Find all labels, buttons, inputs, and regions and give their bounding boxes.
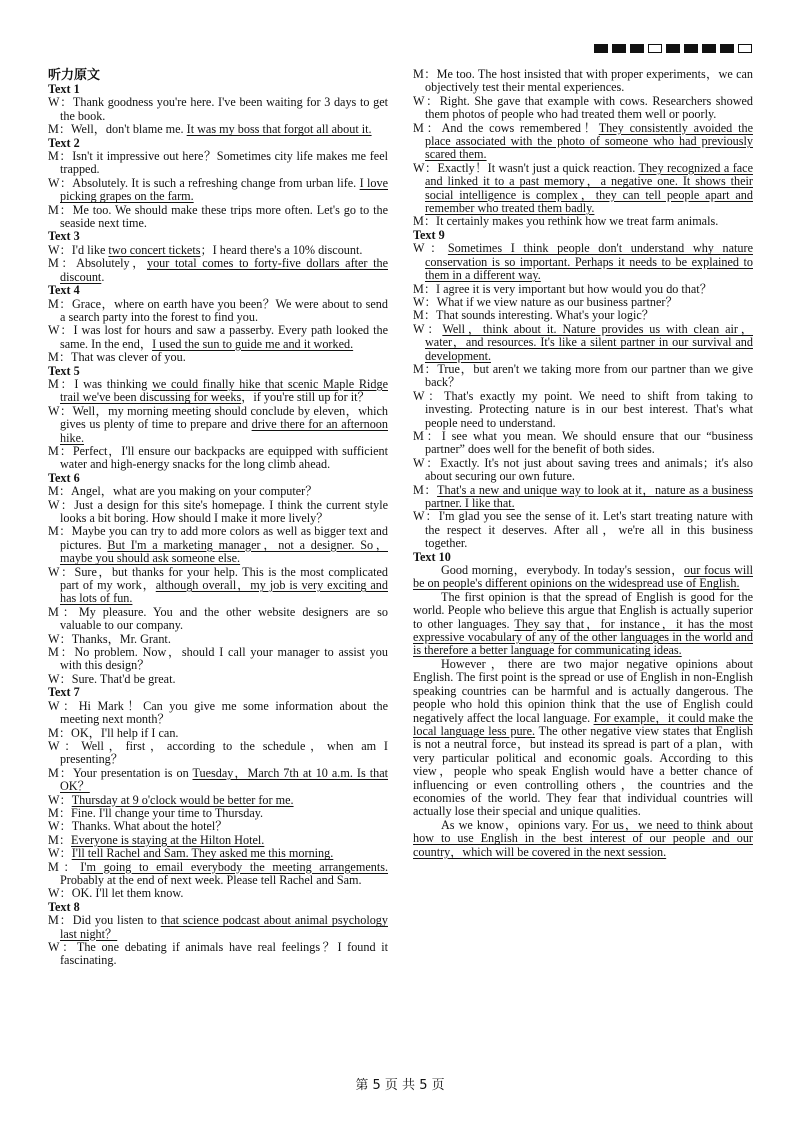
text-run: M：No problem. Now，should I call your manager to assist you with this design？ [48,645,388,673]
text-run: W：Exactly！It wasn't just a quick reaction. [413,160,639,175]
dialogue-line [48,606,388,633]
text-run: W：What if we view nature as our business partner？ [413,294,678,309]
dialogue-line [48,324,388,351]
underlined-answer-text: that science podcast about animal psychology last night？ [60,913,388,941]
text-run: M：True，but aren't we taking more from our partner than we give back？ [413,361,753,390]
text-run: M：Grace，where on earth have you been？We were about to send a search party into the forest to find you. [48,296,388,324]
text-run: M：Angel，what are you making on your computer？ [48,484,318,499]
filled-square-mark [666,44,680,53]
underlined-answer-text: It was my boss that forgot all about it. [186,122,372,137]
dialogue-line [48,834,388,847]
filled-square-mark [630,44,644,53]
text-run: M：Absolutely， [48,256,147,271]
dialogue-line [413,363,753,390]
text-run: M：Isn't it impressive out here？Sometimes city life makes me feel trapped. [48,149,388,177]
dialogue-line [413,510,753,550]
dialogue-line [413,122,753,162]
hollow-square-mark [738,44,752,53]
text-run: M：And the cows remembered！ [413,120,599,135]
underlined-answer-text: we could finally hike that scenic Maple Ridge trail we've been discussing for weeks [60,376,388,405]
underlined-answer-text: I'll tell Rachel and Sam. They asked me this morning. [71,846,334,861]
underlined-answer-text: Sometimes I think people don't understand why nature conservation is so important. Perhaps it needs to be explained to them in a different way. [425,241,753,283]
monologue-paragraph [413,819,753,859]
text-heading: Text 2 [48,135,80,150]
text-run: W： [413,241,448,256]
hollow-square-mark [648,44,662,53]
text-run: M：It certainly makes you rethink how we treat farm animals. [413,214,719,229]
dialogue-line [413,68,753,95]
text-run: M：I see what you mean. We should ensure that our “business partner” does well for the benefit of both sides. [413,428,753,457]
text-run: M：That sounds interesting. What's your logic？ [413,308,654,323]
dialogue-line [48,351,388,364]
underlined-answer-text: I used the sun to guide me and it worked. [152,336,354,351]
underlined-answer-text: For example，it could make the local language less pure. [413,710,754,738]
text-heading: Text 5 [48,363,80,378]
text-run: W：I was lost for hours and saw a passerby. Every path looked the same. In the end， [48,323,388,351]
text-heading: Text 6 [48,470,80,485]
text-run: W：Well，first，according to the schedule，when am I presenting？ [48,738,388,767]
dialogue-line [413,430,753,457]
dialogue-line [48,767,388,794]
text-run: W：That's exactly my point. We need to shift from taking to investing. Protecting nature is in our best interest. That's what people need to understand. [413,388,753,430]
dialogue-line [48,378,388,405]
underlined-answer-text: although overall，my job is very exciting and has lots of fun. [60,578,388,606]
text-run: M：That was clever of you. [48,350,186,365]
dialogue-line [48,727,388,740]
dialogue-line [48,887,388,900]
text-run: M：Your presentation is on [48,765,193,780]
dialogue-line [413,162,753,216]
text-run: W： [413,321,443,336]
underlined-answer-text: Thursday at 9 o'clock would be better for me. [71,792,294,807]
text-heading: Text 8 [48,899,80,914]
text-run: W：Sure. That'd be great. [48,671,176,686]
monologue-paragraph [413,658,753,819]
underlined-answer-text: For us，we need to think about how to use English in the best interest of our people and our country，which will be covered in the next session. [413,817,753,859]
text-run: W：Hi Mark！Can you give me some information about the meeting next month？ [48,698,388,727]
underlined-answer-text: Everyone is staying at the Hilton Hotel. [71,832,265,847]
dialogue-line [48,525,388,565]
text-run: Probably at the end of next week. Please tell Rachel and Sam. [60,872,362,887]
text-run: W：OK. I'll let them know. [48,886,184,901]
text-run: W：Exactly. It's not just about saving trees and animals；it's also about securing our own future. [413,455,753,484]
dialogue-line [48,257,388,284]
text-run: W：Just a design for this site's homepage. I think the current style looks a bit boring. How should I make it more lively？ [48,497,388,525]
underlined-answer-text: drive there for an afternoon hike. [60,417,388,445]
text-run: As we know，opinions vary. [441,817,593,832]
text-run: M： [48,832,72,847]
dialogue-line [48,298,388,325]
underlined-answer-text: They say that，for instance，it has the most expressive vocabulary of any of the other languages in the world and is therefore a better language for communicating ideas. [413,616,753,658]
text-run: W：Thank goodness you're here. I've been waiting for 3 days to get the book. [48,95,388,123]
right-column [413,68,753,859]
page-footer: 第 5 页 共 5 页 [355,1078,445,1093]
header-marks [594,44,752,53]
dialogue-line [48,861,388,888]
dialogue-line [48,566,388,606]
text-heading: Text 1 [48,82,80,96]
text-run: W：Absolutely. It is such a refreshing change from urban life. [48,175,360,190]
text-run: M：Fine. I'll change your time to Thursday. [48,805,264,820]
text-run: . [101,269,105,284]
dialogue-line [48,499,388,526]
dialogue-line [48,914,388,941]
filled-square-mark [684,44,698,53]
dialogue-line [48,633,388,646]
text-run: ，if you're still up for it？ [241,390,370,405]
text-run: M：Maybe you can try to add more colors as well as bigger text and pictures. [48,524,388,552]
dialogue-line [48,485,388,498]
dialogue-line [48,700,388,727]
filled-square-mark [612,44,626,53]
filled-square-mark [594,44,608,53]
dialogue-line [48,405,388,445]
underlined-answer-text: two concert tickets [108,242,201,257]
underlined-answer-text: our focus will be on people's different opinions on the widespread use of English. [413,563,753,591]
underlined-answer-text: They consistently avoided the place associated with the photo of someone who had previously scared them. [425,120,753,162]
text-run: W：I'm glad you see the sense of it. Let's start treating nature with the respect it deserves. After all，we're all in this business together. [413,509,753,551]
dialogue-line [48,244,388,257]
text-run: W： [48,846,72,861]
underlined-answer-text: Tuesday，March 7th at 10 a.m. Is that OK？ [60,765,388,794]
dialogue-line [413,309,753,322]
underlined-answer-text: They recognized a face and linked it to a past memory，a negative one. It shows their social intelligence is complex，they can tell people apart and remember who treated them badly. [425,160,753,216]
underlined-answer-text: I'm going to email everybody the meeting arrangements. [80,859,389,874]
section-title: 听力原文 [48,68,101,83]
dialogue-line [413,242,753,282]
text-run: The first opinion is that the spread of English is good for the world. People who believe this argue that English is actually superior to other languages. [413,589,753,631]
dialogue-line [48,820,388,833]
text-run: W：The one debating if animals have real feelings？I found it fascinating. [48,940,388,968]
dialogue-line [48,673,388,686]
text-run: W：Thanks. What about the hotel？ [48,819,228,834]
dialogue-line [413,457,753,484]
dialogue-line [48,96,388,123]
text-run: M： [413,482,438,497]
text-run: W：Right. She gave that example with cows. Researchers showed them photos of people who had treated them well or poorly. [413,93,753,122]
underlined-answer-text: Well，think about it. Nature provides us with clean air，water，and resources. It's like a silent partner in our survival and development. [425,321,753,363]
dialogue-line [48,941,388,968]
dialogue-line [48,445,388,472]
dialogue-line [48,123,388,136]
underlined-answer-text: your total comes to forty-five dollars after the discount [60,256,388,284]
underlined-answer-text: That's a new and unique way to look at it，nature as a business partner. I like that. [425,482,753,510]
dialogue-line [48,807,388,820]
monologue-paragraph [413,564,753,591]
dialogue-line [413,296,753,309]
text-run: M：I was thinking [48,376,153,391]
dialogue-line [48,177,388,204]
text-run: W：Sure，but thanks for your help. This is the most complicated part of my work， [48,564,388,593]
text-run: The other negative view states that English is not a neutral force，but instead its spread is part of a plan，with very particular political and economic goals. According to this view，people who speak English would have a better chance of influencing or even controlling others，the countries and the economies of the world. They fear that individual countries will actually lose their special and unique qualities. [413,723,753,819]
text-run: M：Did you listen to [48,913,161,928]
dialogue-line [413,95,753,122]
underlined-answer-text: But I'm a marketing manager，not a designer. So，maybe you should ask someone else. [60,537,388,566]
right-column-body [413,68,753,859]
left-column-body [48,83,388,968]
text-run: M：Me too. We should make these trips more often. Let's go to the seaside next time. [48,202,388,231]
dialogue-line [48,847,388,860]
text-run: M： [48,859,81,874]
dialogue-line [48,794,388,807]
text-heading: Text 9 [413,227,445,242]
text-run: M：OK，I'll help if I can. [48,725,179,740]
text-run: M：Perfect，I'll ensure our backpacks are equipped with sufficient water and high-energy snacks for the long climb ahead. [48,443,388,472]
text-run: ；I heard there's a 10% discount. [200,242,363,257]
dialogue-line [413,215,753,228]
text-run: M：Me too. The host insisted that with proper experiments，we can objectively test their mental experiences. [413,67,753,95]
text-run: W：I'd like [48,242,109,257]
text-run: Good morning，everybody. In today's session， [441,563,685,578]
text-heading: Text 10 [413,549,451,564]
filled-square-mark [720,44,734,53]
text-run: W： [48,792,72,807]
text-run: M：Well，don't blame me. [48,122,187,137]
filled-square-mark [702,44,716,53]
text-run: W：Thanks，Mr. Grant. [48,631,171,646]
monologue-paragraph [413,591,753,658]
text-heading: Text 7 [48,685,80,700]
left-column [48,68,388,968]
dialogue-line [48,646,388,673]
dialogue-line [48,204,388,231]
text-run: M：I agree it is very important but how would you do that？ [413,281,712,296]
text-run: However，there are two major negative opinions about English. The first point is the spread or use of English in non-English speaking countries can be harmful and is actually dangerous. The people who hold this opinion think that the use of English could negatively affect the local language. [413,656,753,725]
text-run: M：My pleasure. You and the other website designers are so valuable to our company. [48,604,388,633]
text-heading: Text 4 [48,283,80,298]
underlined-answer-text: I love picking grapes on the farm. [60,175,388,204]
dialogue-line [413,390,753,430]
dialogue-line [413,323,753,363]
dialogue-line [48,740,388,767]
dialogue-line [48,150,388,177]
dialogue-line [413,484,753,511]
text-run: W：Well，my morning meeting should conclude by eleven，which gives us plenty of time to prepare and [48,403,388,432]
text-heading: Text 3 [48,229,80,244]
dialogue-line [413,283,753,296]
